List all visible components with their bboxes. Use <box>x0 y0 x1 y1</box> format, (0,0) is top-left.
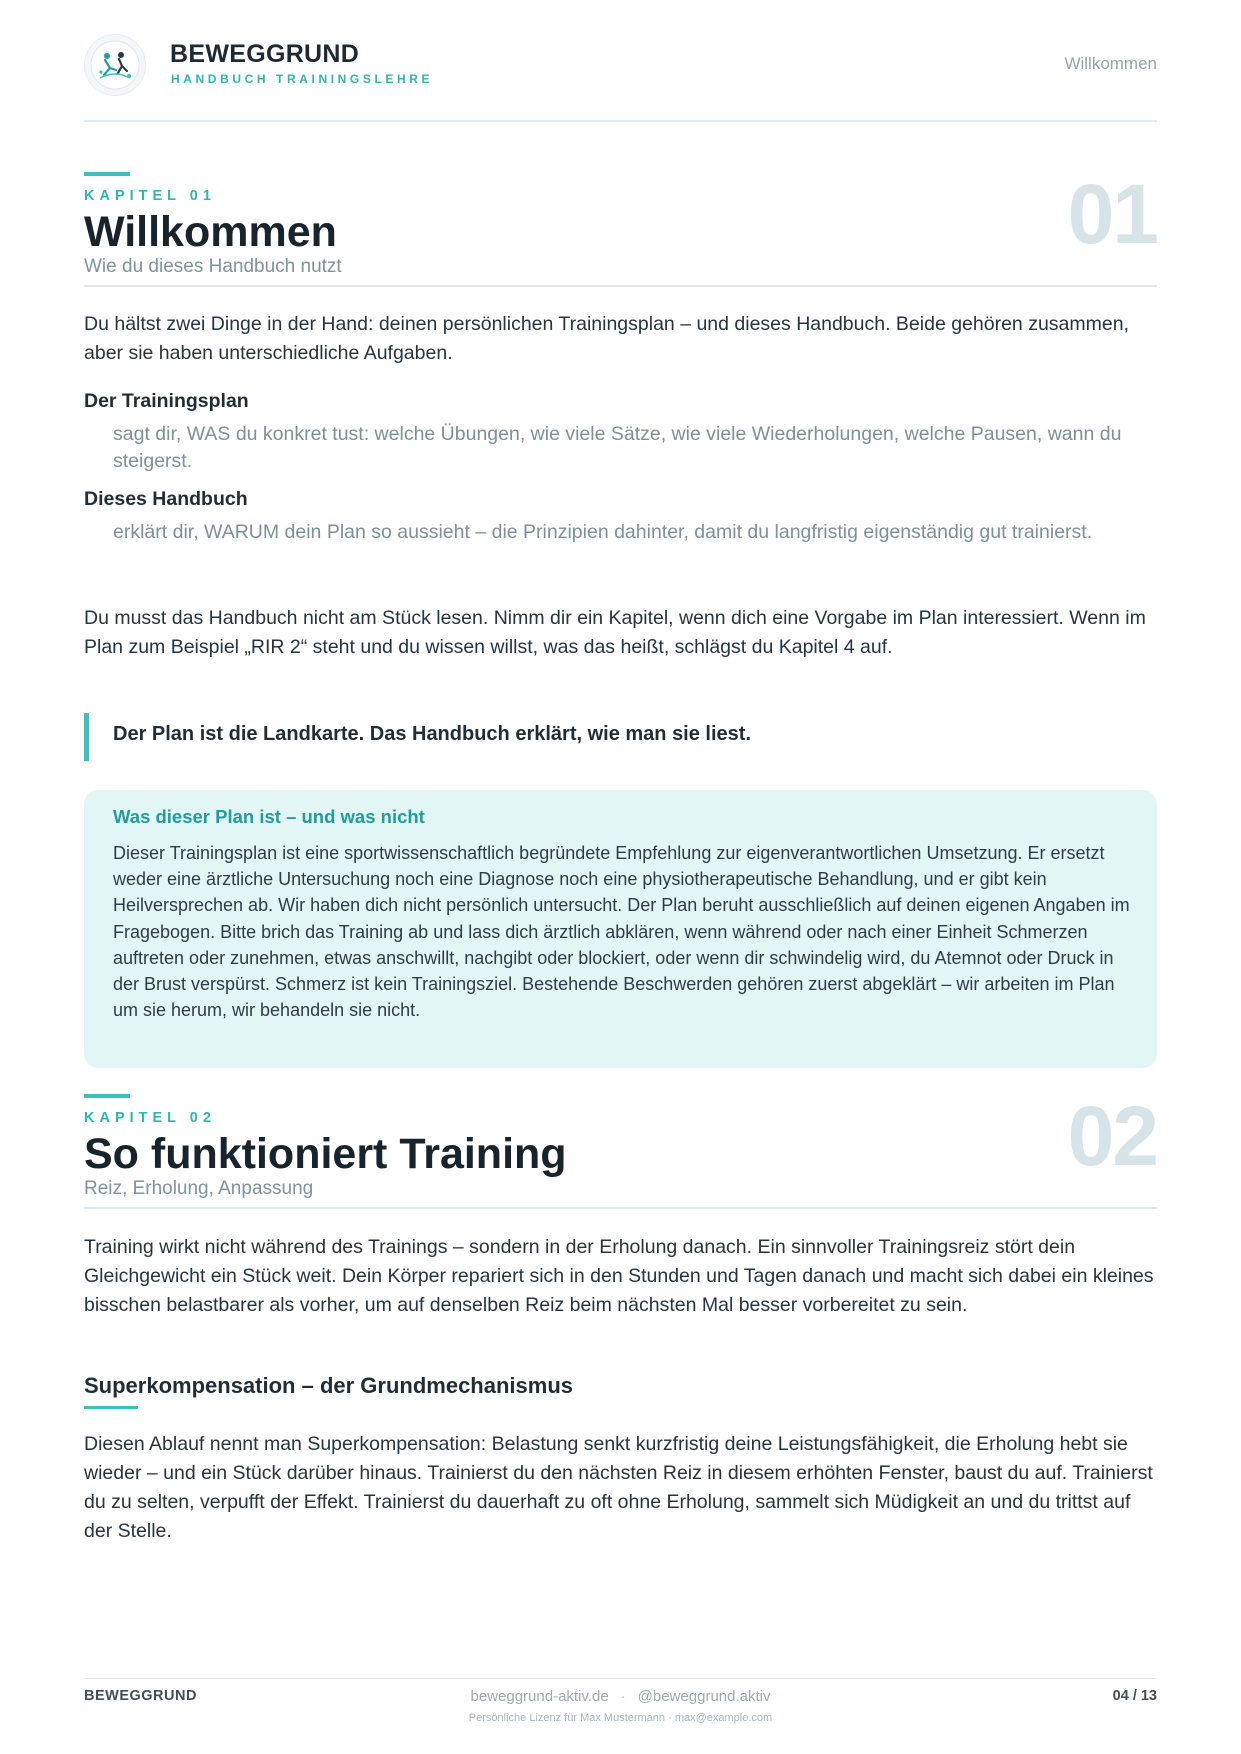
definition-term: Dieses Handbuch <box>84 488 248 510</box>
footer-social-handle[interactable]: @beweggrund.aktiv <box>637 1688 771 1705</box>
footer-license: Persönliche Lizenz für Max Mustermann · max@example.com <box>468 1712 773 1724</box>
definition-description: erklärt dir, WARUM dein Plan so aussieht – die Prinzipien dahinter, damit du langfristig eigenständig gut trainierst. <box>113 521 1093 543</box>
chapter-kicker: KAPITEL 02 <box>84 1110 216 1126</box>
disclaimer-note-box <box>84 790 1157 1068</box>
intro-paragraph: Du hältst zwei Dinge in der Hand: deinen persönlichen Trainingsplan – und dieses Handbuch. Beide gehören zusammen, aber sie haben unterschiedliche Aufgaben. <box>84 313 1129 364</box>
chapter-accent-bar <box>84 172 130 176</box>
chapter-01-heading <box>84 167 1157 288</box>
chapter-subtitle: Wie du dieses Handbuch nutzt <box>84 256 342 277</box>
chapter-number: 02 <box>1067 1089 1157 1183</box>
definition-description: sagt dir, WAS du konkret tust: welche Übungen, wie viele Sätze, wie viele Wiederholungen, welche Pausen, wann du steigerst. <box>113 423 1122 472</box>
footer-brand: BEWEGGRUND <box>84 1688 197 1704</box>
chapter-divider <box>84 1207 1157 1209</box>
footer-website-link[interactable]: beweggrund-aktiv.de <box>470 1688 609 1705</box>
supercompensation-paragraph: Diesen Ablauf nennt man Superkompensation: Belastung senkt kurzfristig deine Leistungsfähigkeit, die Erholung hebt sie wieder – und ein Stück darüber hinaus. Trainierst du den nächsten Reiz in diesem erhöhten Fenster, baust du auf. Trainierst du zu selten, verpufft der Effekt. Trainierst du dauerhaft zu oft ohne Erholung, sammelt sich Müdigkeit an und du trittst auf der Stelle. <box>84 1433 1153 1542</box>
chapter-02-heading <box>84 1089 1157 1210</box>
note-title: Was dieser Plan ist – und was nicht <box>113 806 425 827</box>
page-header <box>84 32 1157 120</box>
definition-term: Der Trainingsplan <box>84 390 249 412</box>
pull-quote <box>84 713 1157 761</box>
chapter-divider <box>84 285 1157 287</box>
chapter-number: 01 <box>1067 167 1157 261</box>
brand-subtitle: HANDBUCH TRAININGSLEHRE <box>171 72 434 86</box>
footer-divider <box>84 1678 1157 1679</box>
quote-accent-bar <box>84 713 89 761</box>
brand-logo <box>84 34 146 96</box>
page-number: 04 / 13 <box>1112 1688 1157 1704</box>
chapter-accent-bar <box>84 1094 130 1098</box>
brand-name: BEWEGGRUND <box>170 40 360 68</box>
runner-logo-icon <box>85 35 145 95</box>
chapter-kicker: KAPITEL 01 <box>84 188 216 204</box>
running-head-section: Willkommen <box>1064 54 1157 73</box>
note-body: Dieser Trainingsplan ist eine sportwissenschaftlich begründete Empfehlung zur eigenverantwortlichen Umsetzung. Er ersetzt weder eine ärztliche Untersuchung noch eine Diagnose noch eine physiotherapeutische Behandlung, und er gibt kein Heilversprechen ab. Wir haben dich nicht persönlich untersucht. Der Plan beruht ausschließlich auf deinen eigenen Angaben im Fragebogen. Bitte brich das Training ab und lass dich ärztlich abklären, wenn während oder nach einer Einheit Schmerzen auftreten oder zunehmen, etwas anschwillt, nachgibt oder blockiert, oder wenn dir schwindelig wird, du Atemnot oder Druck in der Brust verspürst. Schmerz ist kein Trainingsziel. Bestehende Beschwerden gehören zuerst abgeklärt – wir arbeiten im Plan um sie herum, wir behandeln sie nicht. <box>113 843 1130 1021</box>
quote-text: Der Plan ist die Landkarte. Das Handbuch erklärt, wie man sie liest. <box>113 723 751 745</box>
chapter-title: So funktioniert Training <box>84 1130 567 1178</box>
section-subheading: Superkompensation – der Grundmechanismus <box>84 1373 574 1398</box>
footer-separator: · <box>620 1688 626 1705</box>
usage-paragraph: Du musst das Handbuch nicht am Stück lesen. Nimm dir ein Kapitel, wenn dich eine Vorgabe im Plan interessiert. Wenn im Plan zum Beispiel „RIR 2“ steht und du wissen willst, was das heißt, schlägst du Kapitel 4 auf. <box>84 607 1146 658</box>
training-intro-paragraph: Training wirkt nicht während des Trainings – sondern in der Erholung danach. Ein sinnvoller Trainingsreiz stört dein Gleichgewicht ein Stück weit. Dein Körper repariert sich in den Stunden und Tagen danach und macht sich dabei ein kleines bisschen belastbarer als vorher, um auf denselben Reiz beim nächsten Mal besser vorbereitet zu sein. <box>84 1236 1154 1316</box>
footer-links <box>0 1688 1241 1705</box>
chapter-title: Willkommen <box>84 208 337 256</box>
chapter-subtitle: Reiz, Erholung, Anpassung <box>84 1178 314 1199</box>
subheading-underline <box>84 1406 138 1409</box>
header-divider <box>84 120 1157 122</box>
